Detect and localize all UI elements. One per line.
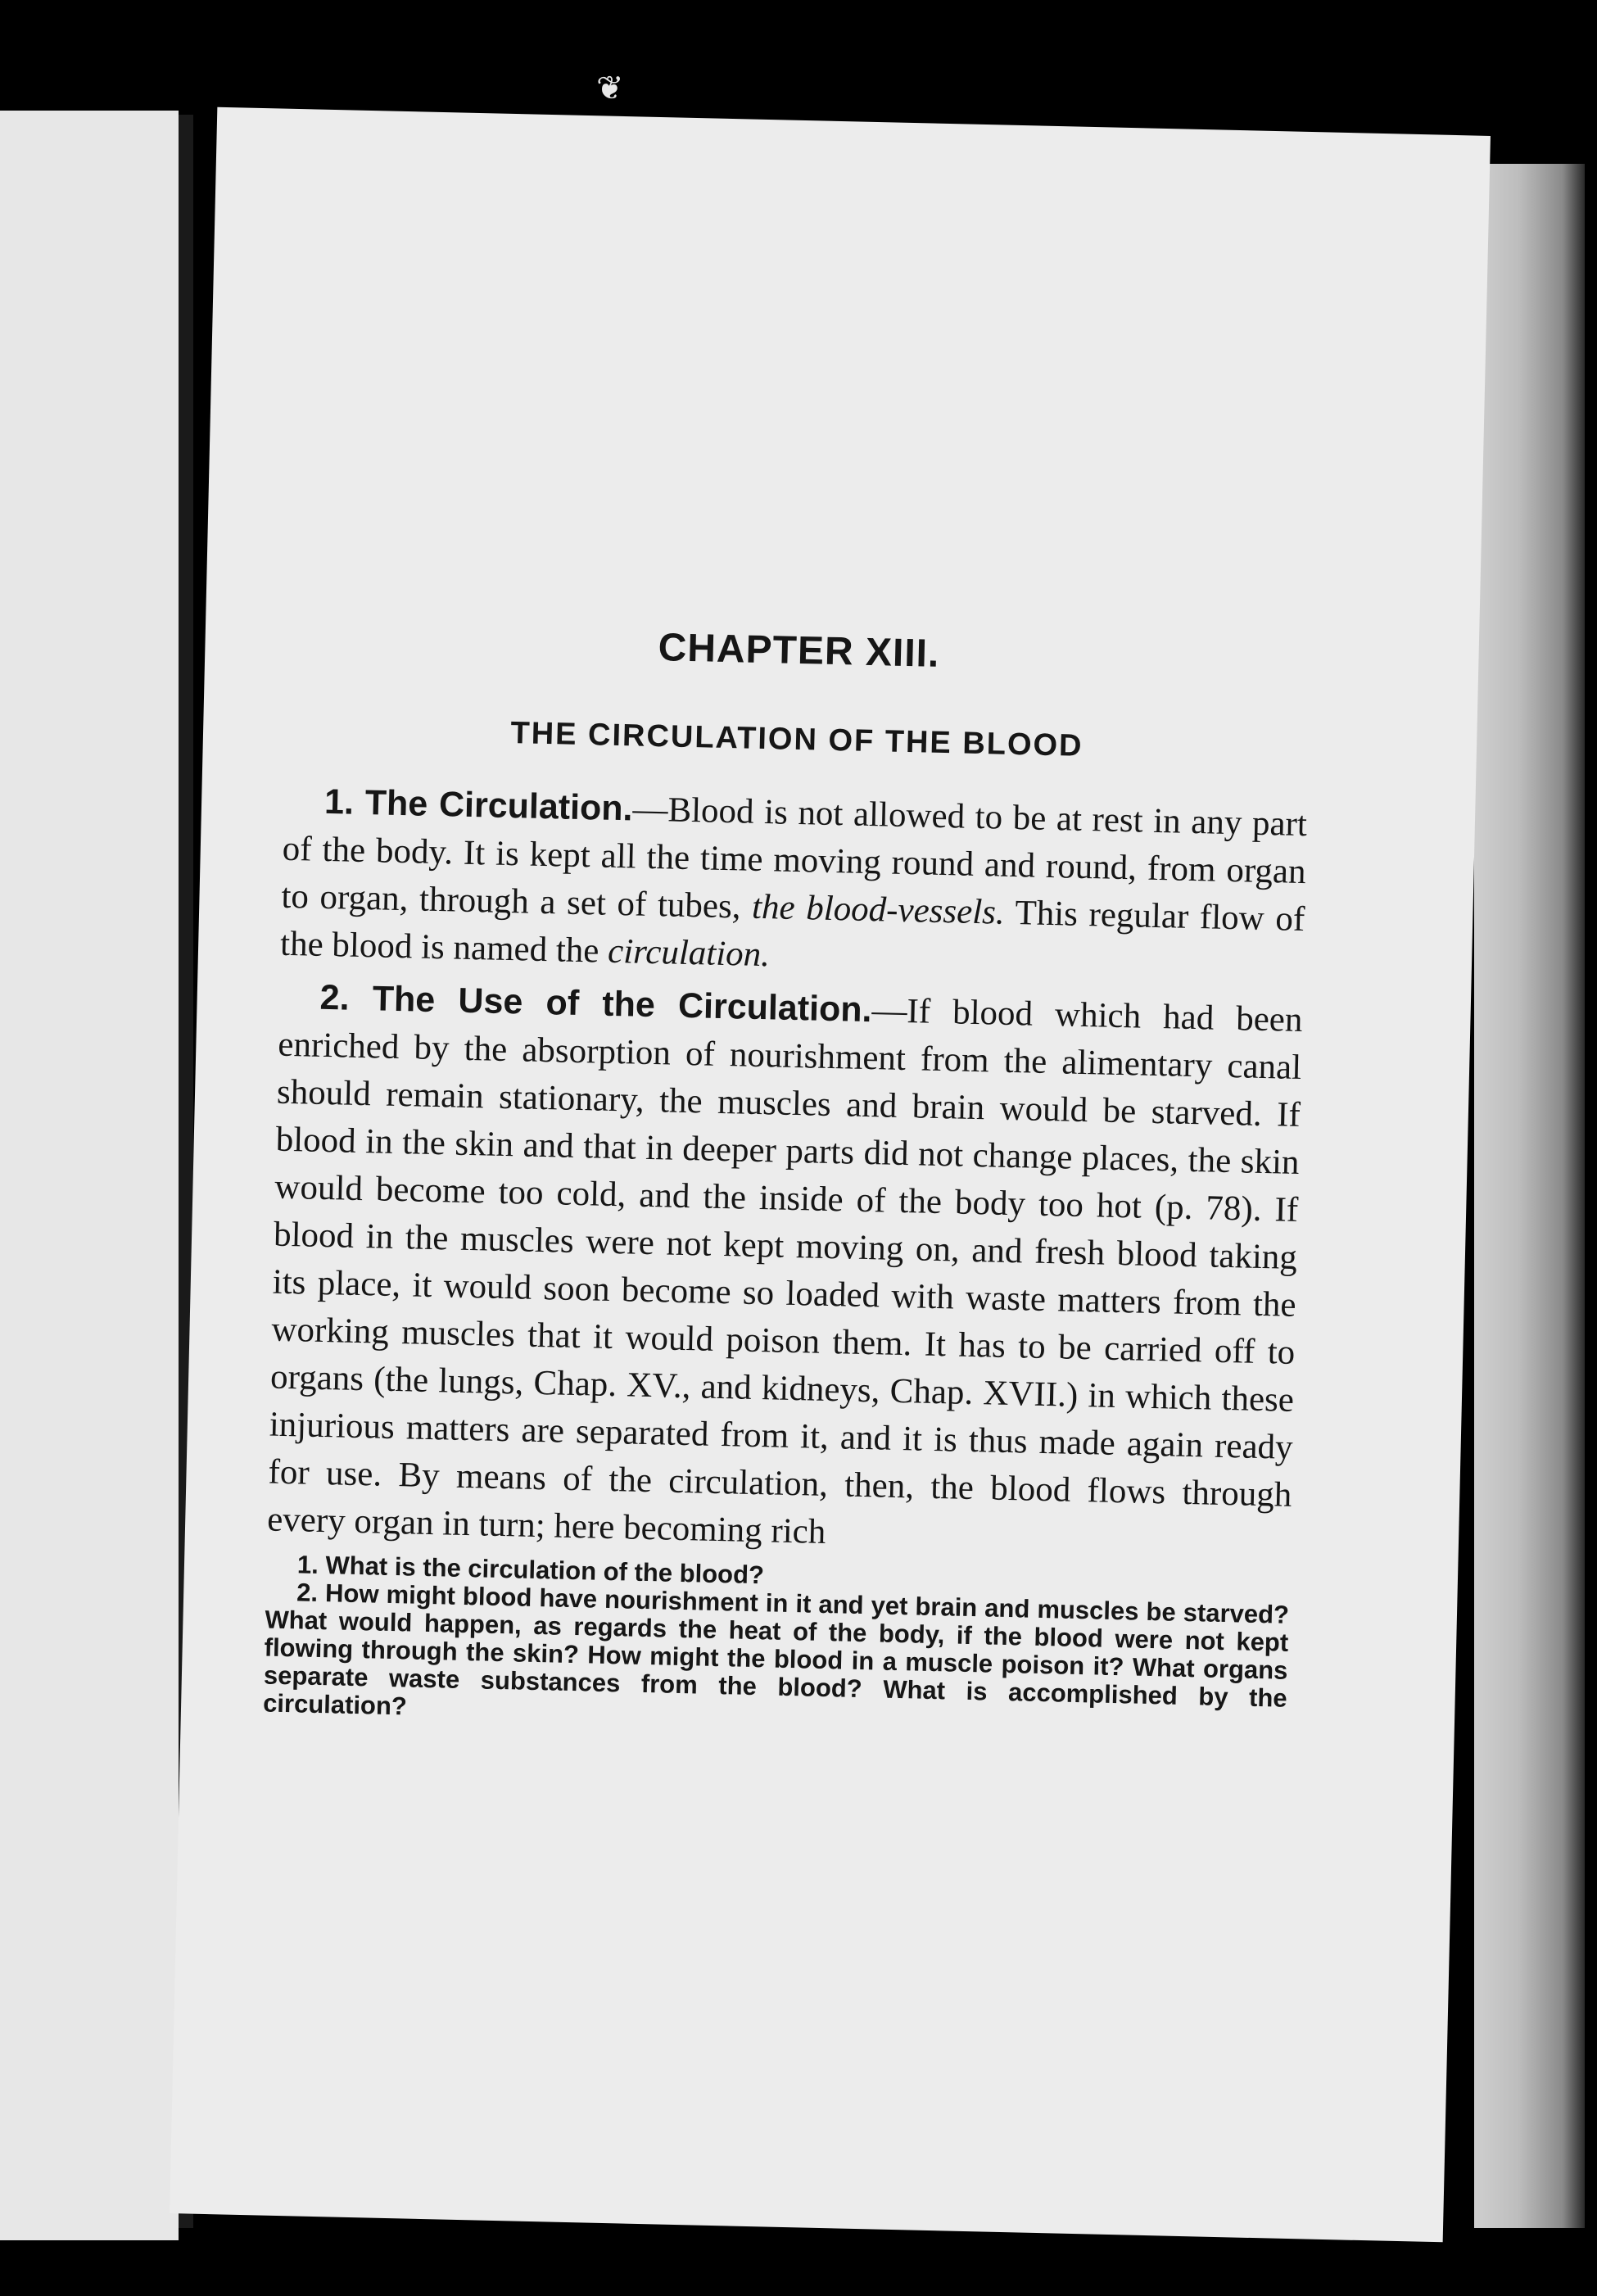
question-item: 2. How might blood have nourishment in it and yet brain and muscles be starved? What would happen, as regards the heat of the body, if the blood were not kept flowing through the skin? How might the blood in a muscle poison it? What organs separate waste substances from the blood? What is accomplished by the circulation? bbox=[262, 1578, 1290, 1721]
paragraph-heading: 2. The Use of the Circulation. bbox=[319, 977, 873, 1030]
paragraph-text: This regular flow of the blood is named the bbox=[279, 893, 1305, 971]
question-item: 1. What is the circulation of the blood? bbox=[296, 1550, 765, 1590]
italic-term: the blood-vessels. bbox=[751, 887, 1006, 932]
paragraph-heading: 1. The Circulation. bbox=[323, 781, 634, 829]
italic-term: circulation. bbox=[607, 931, 771, 975]
book-page bbox=[170, 107, 1491, 2243]
page-stack-edge bbox=[1474, 164, 1585, 2228]
paragraph-circulation bbox=[280, 777, 1308, 991]
facing-page-edge bbox=[0, 111, 179, 2240]
chapter-heading: CHAPTER XIII. bbox=[658, 626, 940, 676]
paragraph-use-of-circulation bbox=[267, 973, 1303, 1567]
review-questions bbox=[263, 1551, 1290, 1741]
paragraph-text: —If blood which had been enriched by the absorption of nourishment from the alimentary canal should remain stationary, the muscles and brain would be starved. If blood in the skin and that in deeper parts did not change places, the skin would become too cold, and the inside of the body too hot (p. 78). If blood in the muscles were not kept moving on, and fresh blood taking its place, it would soon become so loaded with waste matters from the working muscles that it would poison them. It has to be carried off to organs (the lungs, Chap. XV., and kidneys, Chap. XVII.) in which these injurious matters are separated from it, and it is thus made again ready for use. By means of the circulation, then, the blood flows through every organ in turn; here becoming rich bbox=[266, 991, 1303, 1551]
ornament-mark: ❦ bbox=[596, 70, 624, 106]
paragraph-text: —Blood is not allowed to be at rest in any part of the body. It is kept all the time moving round and round, from organ to organ, through a set of tubes, bbox=[281, 790, 1308, 926]
chapter-title: THE CIRCULATION OF THE BLOOD bbox=[510, 716, 1084, 763]
page-content bbox=[263, 617, 1311, 1741]
